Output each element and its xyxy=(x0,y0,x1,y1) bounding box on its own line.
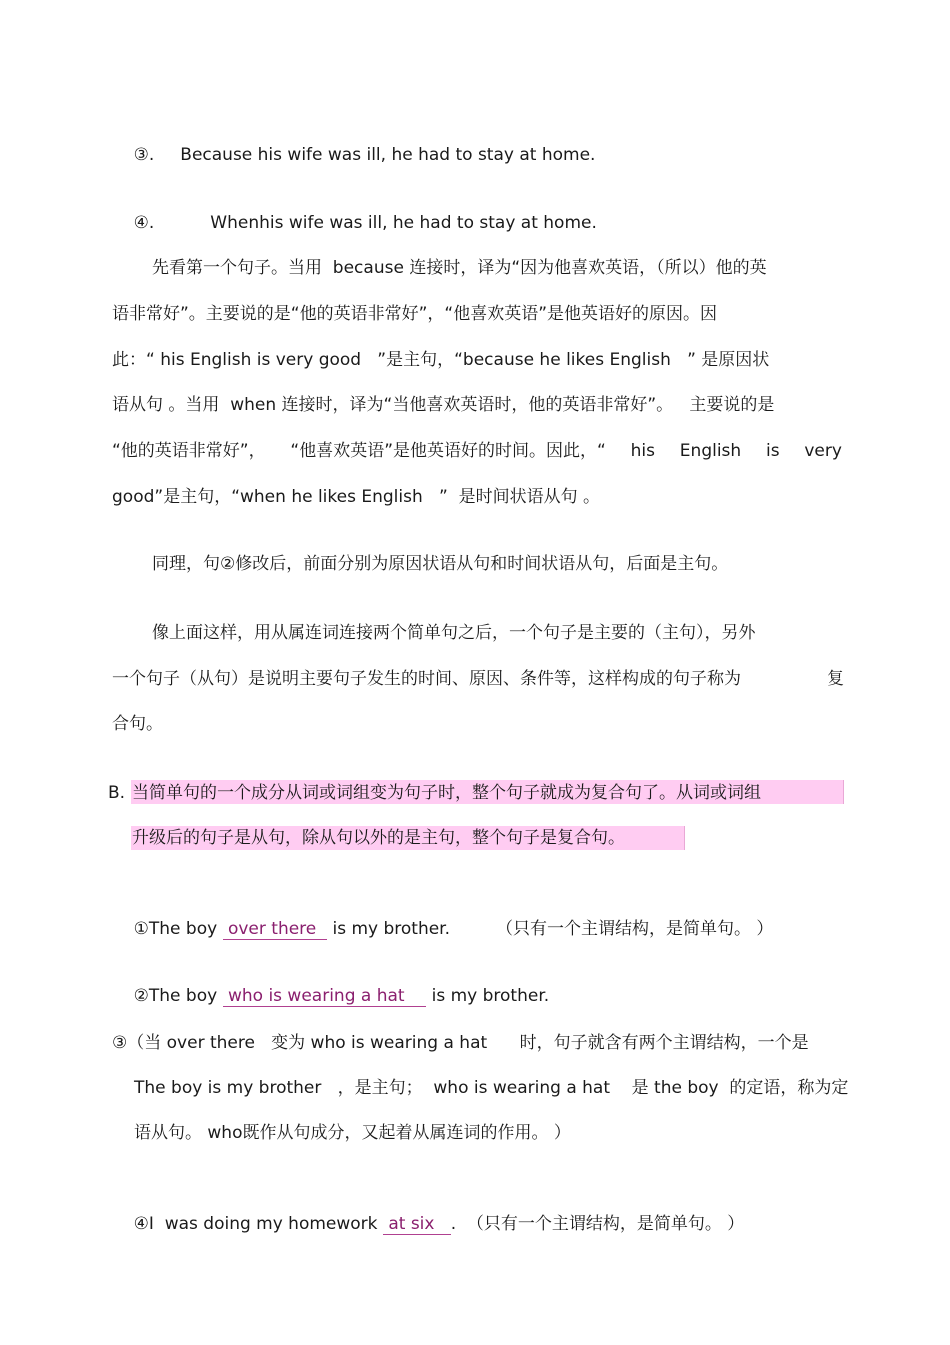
example-4 xyxy=(112,190,597,256)
sentence-start: The boy xyxy=(148,919,223,939)
explanation-line-2: 语非常好”。主要说的是“他的英语非常好”，“他喜欢英语”是他英语好的原因。因 xyxy=(112,304,718,324)
example-number: ② xyxy=(133,986,149,1006)
sentence-start: I was doing my homework xyxy=(148,1214,383,1234)
explanation-line-5 xyxy=(112,440,842,462)
example-number: ④ xyxy=(133,1214,149,1234)
section-b-line-1: 当简单句的一个成分从词或词组变为句子时，整个句子就成为复合句了。从词或词组 xyxy=(132,783,761,803)
underlined-phrase: who is wearing a hat xyxy=(222,986,427,1006)
complex-def-line-1: 像上面这样，用从属连词连接两个简单句之后，一个句子是主要的（主句），另外 xyxy=(152,623,756,643)
explanation-line-1: 先看第一个句子。当用 because 连接时，译为“因为他喜欢英语，（所以）他的英 xyxy=(152,258,767,278)
sentence-start: The boy xyxy=(148,986,223,1006)
example-b3-line-1: ③（当 over there 变为 who is wearing a hat 时，句子就含有两个主谓结构，一个是 xyxy=(112,1033,809,1053)
sentence-end: is my brother. xyxy=(327,919,451,939)
section-b-line-2: 升级后的句子是从句，除从句以外的是主句，整个句子是复合句。 xyxy=(132,828,625,848)
complex-def-line-2 xyxy=(112,668,844,690)
note: （只有一个主谓结构，是简单句。 ） xyxy=(496,919,774,939)
example-b1 xyxy=(112,896,773,962)
example-number: ④. xyxy=(133,213,155,233)
text-segment: “他喜欢英语”是他英语好的时间。因此，“ xyxy=(290,441,606,461)
example-b4 xyxy=(112,1191,744,1257)
example-b3-line-2: The boy is my brother ，是主句； who is wearing a hat 是 the boy 的定语，称为定 xyxy=(134,1078,849,1098)
underlined-phrase: at six xyxy=(382,1214,451,1234)
text-segment: very xyxy=(804,441,842,461)
sentence-end: . （只有一个主谓结构，是简单句。 ） xyxy=(450,1214,745,1234)
underlined-phrase: over there xyxy=(222,919,328,939)
example-3 xyxy=(112,122,595,188)
explanation-line-3: 此：“ his English is very good ”是主句，“because he likes English ” 是原因状 xyxy=(112,350,770,370)
text-segment: his xyxy=(630,441,655,461)
example-b3-line-3: 语从句。 who既作从句成分，又起着从属连词的作用。 ） xyxy=(134,1123,571,1143)
text-segment: 一个句子（从句）是说明主要句子发生的时间、原因、条件等，这样构成的句子称为 xyxy=(112,669,741,689)
paragraph-same-principle: 同理，句②修改后，前面分别为原因状语从句和时间状语从句，后面是主句。 xyxy=(152,554,729,574)
text-segment: 复 xyxy=(827,669,844,689)
example-b2 xyxy=(112,963,549,1029)
example-sentence: Whenhis wife was ill, he had to stay at home. xyxy=(210,213,597,233)
example-number: ③. xyxy=(133,145,155,165)
explanation-line-6: good”是主句，“when he likes English ” 是时间状语从句 。 xyxy=(112,487,600,507)
sentence-end: is my brother. xyxy=(426,986,550,1006)
example-sentence: Because his wife was ill, he had to stay at home. xyxy=(180,145,596,165)
text-segment: English xyxy=(679,441,742,461)
text-segment: is xyxy=(765,441,780,461)
complex-def-line-3: 合句。 xyxy=(112,714,163,734)
example-number: ① xyxy=(133,919,149,939)
text-segment: “他的英语非常好”， xyxy=(112,441,266,461)
explanation-line-4: 语从句 。当用 when 连接时，译为“当他喜欢英语时，他的英语非常好”。 主要说的是 xyxy=(112,395,775,415)
section-b-label: B. xyxy=(108,783,126,803)
